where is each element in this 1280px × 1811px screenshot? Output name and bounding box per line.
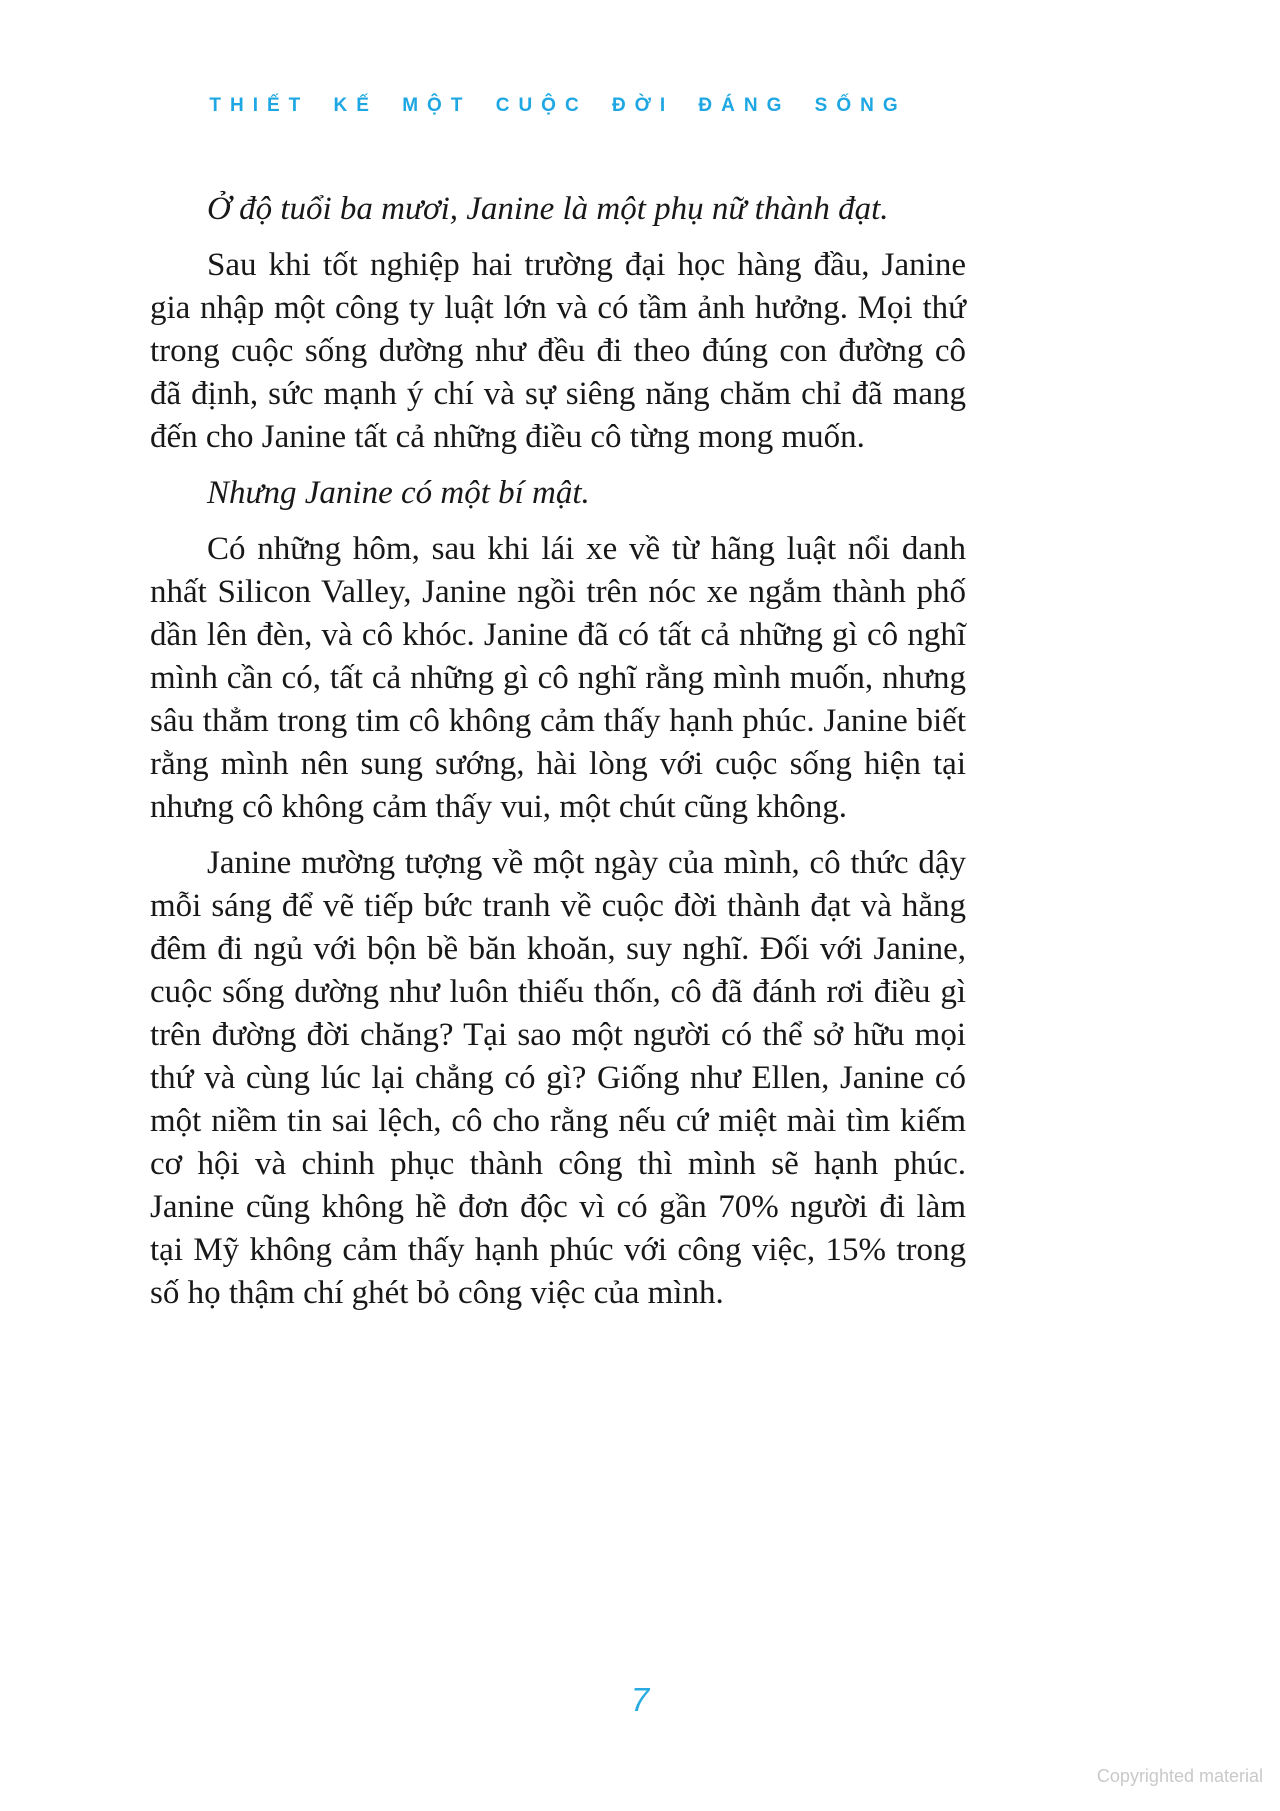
italic-paragraph: Nhưng Janine có một bí mật. — [207, 475, 590, 511]
running-header: THIẾT KẾ MỘT CUỘC ĐỜI ĐÁNG SỐNG — [209, 95, 907, 116]
body-paragraph: Có những hôm, sau khi lái xe về từ hãng luật nổi danh nhất Silicon Valley, Janine ngồi trên nóc xe ngắm thành phố dần lên đèn, và cô khóc. Janine đã có tất cả những gì cô nghĩ mình cần có, tất cả những gì cô nghĩ rằng mình muốn, nhưng sâu thẳm trong tim cô không cảm thấy hạnh phúc. Janine biết rằng mình nên sung sướng, hài lòng với cuộc sống hiện tại nhưng cô không cảm thấy vui, một chút cũng không. — [150, 531, 966, 825]
body-paragraph: Sau khi tốt nghiệp hai trường đại học hàng đầu, Janine gia nhập một công ty luật lớn và có tầm ảnh hưởng. Mọi thứ trong cuộc sống dường như đều đi theo đúng con đường cô đã định, sức mạnh ý chí và sự siêng năng chăm chỉ đã mang đến cho Janine tất cả những điều cô từng mong muốn. — [150, 247, 966, 455]
copyright-watermark: Copyrighted material — [1096, 1766, 1263, 1786]
italic-paragraph: Ở độ tuổi ba mươi, Janine là một phụ nữ thành đạt. — [207, 191, 889, 227]
body-paragraph: Janine mường tượng về một ngày của mình, cô thức dậy mỗi sáng để vẽ tiếp bức tranh về cuộc đời thành đạt và hằng đêm đi ngủ với bộn bề băn khoăn, suy nghĩ. Đối với Janine, cuộc sống dường như luôn thiếu thốn, cô đã đánh rơi điều gì trên đường đời chăng? Tại sao một người có thể sở hữu mọi thứ và cùng lúc lại chẳng có gì? Giống như Ellen, Janine có một niềm tin sai lệch, cô cho rằng nếu cứ miệt mài tìm kiếm cơ hội và chinh phục thành công thì mình sẽ hạnh phúc. Janine cũng không hề đơn độc vì có gần 70% người đi làm tại Mỹ không cảm thấy hạnh phúc với công việc, 15% trong số họ thậm chí ghét bỏ công việc của mình. — [150, 845, 966, 1311]
page-body — [150, 188, 966, 1328]
page-number: 7 — [630, 1681, 650, 1718]
